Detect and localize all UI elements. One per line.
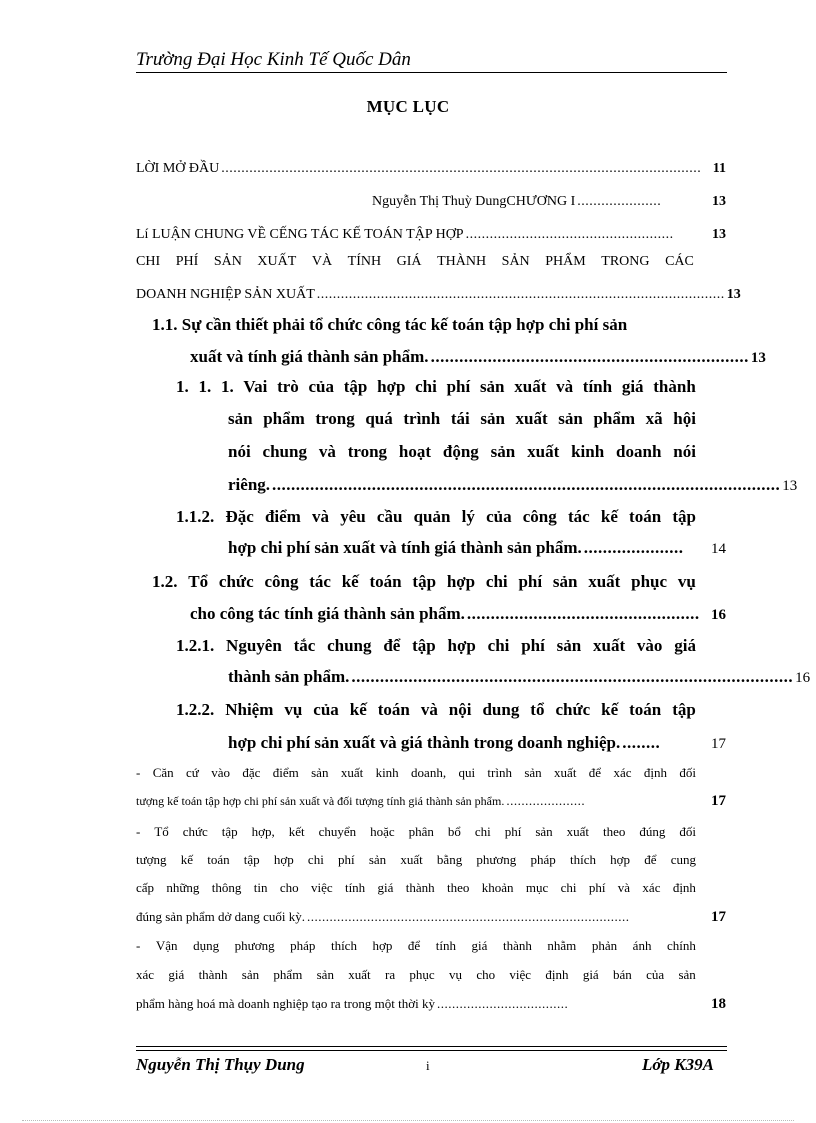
toc-word: 1.2. [152, 572, 178, 591]
toc-word: tái [450, 409, 470, 428]
toc-word: nói [228, 442, 251, 461]
toc-word: phẩm [263, 409, 305, 428]
toc-word: tập [221, 824, 238, 839]
toc-entry-dash-2[interactable] [136, 824, 696, 840]
toc-word: cho [476, 967, 496, 982]
toc-word: xuất [348, 967, 371, 982]
toc-word: - [136, 824, 141, 839]
toc-word: xuất [554, 765, 577, 780]
toc-word: công [522, 507, 557, 526]
toc-word: xác [613, 765, 632, 780]
toc-word: toán [369, 572, 402, 591]
toc-word: quản [413, 507, 451, 526]
school-header: Trường Đại Học Kinh Tế Quốc Dân [136, 49, 411, 70]
toc-word: phân [408, 824, 434, 839]
toc-word: bằng [436, 852, 463, 867]
toc-word: tác [567, 507, 590, 526]
toc-word: 1.1.2. [176, 507, 215, 526]
toc-word: định [545, 967, 569, 982]
toc-word: kế [601, 700, 619, 719]
toc-entry-dash-2-l3[interactable] [136, 880, 696, 896]
toc-word: giá [674, 636, 696, 655]
page-title: MỤC LỤC [366, 97, 450, 116]
toc-word: đối [679, 824, 696, 839]
toc-word: trình [403, 409, 441, 428]
toc-word: điểm [264, 507, 301, 526]
toc-word: sản [228, 409, 253, 428]
toc-word: của [313, 700, 339, 719]
toc-entry-li-luan-chung[interactable]: Lí LUẬN CHUNG VỀ CẾNG TÁC KẾ TOÁN TẬP HỢP .................................................... 13 [136, 227, 726, 242]
toc-word: và [312, 507, 330, 526]
toc-entry-loi-mo-dau[interactable]: LỜI MỞ ĐẦU ........................................................................................................................ 11 [136, 161, 726, 176]
toc-entry-chi-phi-sx-line1[interactable] [136, 254, 694, 270]
toc-word: theo [602, 824, 626, 839]
toc-entry-dash-1[interactable] [136, 765, 696, 781]
toc-entry-dash-2-cont[interactable]: đúng sản phẩm dở dang cuối kỳ. ...................................................................................... 17 [136, 909, 726, 925]
toc-word: cấp [136, 880, 155, 895]
toc-entry-1-2-1[interactable] [176, 636, 696, 656]
toc-word: việc [509, 967, 532, 982]
toc-word: Đặc [225, 507, 254, 526]
toc-word: cung [670, 852, 696, 867]
toc-word: Tổ [188, 572, 209, 591]
toc-word: kế [341, 572, 359, 591]
toc-word: doanh, [411, 765, 447, 780]
toc-word: phẩm [273, 967, 303, 982]
toc-word: việc [310, 880, 333, 895]
footer-class: Lớp K39A [642, 1055, 714, 1074]
toc-word: ánh [632, 938, 652, 953]
toc-word: thành [502, 938, 532, 953]
toc-word: GIÁ [396, 254, 422, 269]
toc-word: hoặc [370, 824, 395, 839]
toc-word: cho [279, 880, 299, 895]
toc-word: sản [490, 442, 516, 461]
toc-word: xuất [527, 442, 560, 461]
toc-word: thành [653, 377, 696, 396]
toc-word: trong [315, 409, 355, 428]
toc-word: THÀNH [437, 254, 487, 269]
toc-word: ra [384, 967, 396, 982]
toc-word: để [407, 938, 421, 953]
toc-word: chức [555, 700, 591, 719]
toc-word: chuyển [318, 824, 357, 839]
toc-word: để [644, 852, 657, 867]
toc-word: tổ [530, 700, 545, 719]
toc-word: thích [330, 938, 357, 953]
toc-word: trong [347, 442, 388, 461]
toc-word: TRONG [601, 254, 650, 269]
toc-word: những [166, 880, 200, 895]
toc-word: hợp [446, 572, 476, 591]
toc-word: Nhiệm [225, 700, 274, 719]
toc-word: sản [316, 967, 334, 982]
toc-word: chính [667, 938, 696, 953]
toc-word: qui [458, 765, 476, 780]
toc-word: và [556, 377, 574, 396]
toc-word: hội [673, 409, 696, 428]
toc-word: khoản [481, 880, 514, 895]
toc-word: vụ [284, 700, 303, 719]
toc-word: giá [582, 967, 599, 982]
toc-word: - [136, 765, 141, 780]
toc-word: Căn [152, 765, 174, 780]
toc-word: xác [136, 967, 155, 982]
toc-word: phục [409, 967, 435, 982]
toc-word: kinh [375, 765, 399, 780]
toc-word: PHẨM [545, 254, 586, 269]
toc-word: phí [446, 377, 471, 396]
toc-word: phương [234, 938, 275, 953]
toc-word: sản [480, 409, 505, 428]
toc-word: chi [307, 852, 324, 867]
toc-word: SẢN [213, 254, 242, 269]
toc-word: giá [471, 938, 488, 953]
toc-word: SẢN [501, 254, 530, 269]
footer-author: Nguyễn Thị Thụy Dung [136, 1055, 305, 1074]
toc-entry-chuong-1[interactable]: Nguyễn Thị Thuỳ DungCHƯƠNG I ..................... 13 [372, 194, 726, 209]
toc-entry-1-2-2[interactable] [176, 700, 696, 720]
toc-word: xuất [514, 377, 547, 396]
toc-word: sản [558, 409, 583, 428]
toc-word: giá [377, 880, 394, 895]
toc-word: kế [180, 852, 194, 867]
toc-word: phục [631, 572, 668, 591]
toc-word: xã [645, 409, 663, 428]
toc-word: hoạt [398, 442, 432, 461]
toc-word: tính [582, 377, 613, 396]
toc-word: doanh [616, 442, 662, 461]
toc-word: xác [642, 880, 661, 895]
page-bottom-edge [22, 1120, 794, 1121]
toc-word: và [318, 442, 336, 461]
toc-word: đúng [639, 824, 666, 839]
toc-word: phí [338, 852, 355, 867]
toc-word: yêu [340, 507, 366, 526]
toc-word: đặc [242, 765, 261, 780]
toc-word: chi [560, 880, 577, 895]
toc-word: chức [182, 824, 208, 839]
toc-word: toán [377, 700, 410, 719]
toc-word: tác [309, 572, 331, 591]
toc-word: xuất [340, 765, 364, 780]
toc-word: bán [613, 967, 632, 982]
footer-rule-top [136, 1046, 727, 1047]
toc-entry-1-1-2[interactable] [176, 507, 696, 527]
toc-word: hợp [610, 852, 631, 867]
toc-word: trình [487, 765, 512, 780]
toc-word: TÍNH [347, 254, 382, 269]
toc-word: dung [482, 700, 520, 719]
toc-word: 1. [220, 377, 234, 396]
toc-entry-1-1-1-l3[interactable] [228, 442, 696, 462]
toc-word: tập [672, 700, 696, 719]
toc-word: lý [461, 507, 475, 526]
toc-word: hợp, [251, 824, 275, 839]
toc-entry-dash-1-cont[interactable]: tượng kế toán tập hợp chi phí sản xuất và đối tượng tính giá thành sản phẩm. ..................... 17 [136, 793, 726, 809]
toc-word: vào [636, 636, 663, 655]
toc-word: giá [621, 377, 644, 396]
toc-word: tập [672, 507, 696, 526]
toc-entry-dash-3-l2[interactable] [136, 967, 696, 983]
footer-page-number: i [426, 1058, 430, 1073]
toc-word: toán [629, 700, 662, 719]
toc-word: động [442, 442, 479, 461]
toc-word: định [643, 765, 667, 780]
toc-word: hợp [377, 377, 406, 396]
toc-word: - [136, 938, 141, 953]
toc-word: Nguyên [226, 636, 282, 655]
toc-word: thành [405, 880, 435, 895]
toc-word: tính [344, 880, 366, 895]
toc-word: thành [198, 967, 228, 982]
toc-word: theo [447, 880, 470, 895]
toc-word: toán [207, 852, 230, 867]
toc-word: sản [678, 967, 696, 982]
toc-entry-1-1-2-cont[interactable]: hợp chi phí sản xuất và tính giá thành sản phẩm. ..................... 14 [228, 538, 726, 557]
toc-word: vụ [677, 572, 696, 591]
toc-word: tập [412, 572, 437, 591]
toc-entry-1-2[interactable] [152, 572, 696, 592]
toc-entry-1-2-cont[interactable]: cho công tác tính giá thành sản phẩm. ................................................. 16 [190, 604, 726, 623]
toc-word: của [486, 507, 512, 526]
toc-entry-1-1[interactable]: 1.1. Sự cần thiết phải tổ chức công tác kế toán tập hợp chi phí sản [152, 315, 628, 334]
toc-entry-doanh-nghiep-sx[interactable]: DOANH NGHIỆP SẢN XUẤT ...................................................................................................... 13 [136, 287, 741, 302]
toc-word: vụ [449, 967, 462, 982]
toc-word: tập [343, 377, 368, 396]
toc-word: phẩm [593, 409, 636, 428]
toc-word: chức [218, 572, 254, 591]
toc-entry-dash-2-l2[interactable] [136, 852, 696, 868]
toc-word: chung [262, 442, 307, 461]
toc-word: mục [525, 880, 549, 895]
toc-word: hợp [273, 852, 294, 867]
toc-entry-dash-3-cont[interactable]: phẩm hàng hoá mà doanh nghiệp tạo ra trong một thời kỳ ................................... 18 [136, 996, 726, 1012]
toc-word: phí [588, 880, 606, 895]
toc-word: xuất [515, 409, 548, 428]
toc-word: kết [288, 824, 305, 839]
toc-word: tượng [136, 852, 167, 867]
toc-word: sản [368, 852, 387, 867]
toc-word: và [420, 700, 438, 719]
toc-word: 1.2.2. [176, 700, 215, 719]
toc-word: nói [673, 442, 696, 461]
toc-word: sản [535, 824, 553, 839]
toc-word: hợp [372, 938, 393, 953]
toc-word: công [264, 572, 299, 591]
toc-word: của [646, 967, 665, 982]
toc-word: xuất [566, 824, 590, 839]
toc-word: phí [518, 572, 543, 591]
toc-word: VÀ [311, 254, 333, 269]
toc-word: chi [485, 572, 508, 591]
toc-word: chi [487, 636, 510, 655]
toc-word: 1.2.1. [176, 636, 215, 655]
toc-word: Vai [243, 377, 268, 396]
toc-word: xuất [588, 572, 621, 591]
toc-word: tắc [293, 636, 316, 655]
toc-word: sản [524, 765, 542, 780]
toc-word: trò [277, 377, 299, 396]
toc-word: phản [591, 938, 618, 953]
toc-word: bổ [447, 824, 461, 839]
toc-entry-1-1-1[interactable] [176, 377, 696, 397]
toc-word: chung [327, 636, 372, 655]
toc-word: Tổ [154, 824, 169, 839]
toc-word: tập [243, 852, 260, 867]
toc-word: phí [504, 824, 522, 839]
toc-entry-1-1-1-cont[interactable]: riêng. ........................................................................................................... 13 [228, 475, 798, 494]
toc-word: quá [365, 409, 393, 428]
toc-word: của [308, 377, 335, 396]
toc-word: điểm [272, 765, 299, 780]
header-rule [136, 72, 727, 73]
toc-word: 1. [176, 377, 189, 396]
toc-word: để [588, 765, 602, 780]
toc-word: CÁC [665, 254, 694, 269]
toc-word: thích [569, 852, 596, 867]
toc-word: xuất [400, 852, 423, 867]
footer-rule-bottom [136, 1050, 727, 1051]
toc-word: vào [211, 765, 230, 780]
toc-word: sản [241, 967, 260, 982]
toc-entry-dash-3[interactable] [136, 938, 696, 954]
toc-word: đối [679, 765, 696, 780]
toc-word: sản [479, 377, 505, 396]
toc-word: chi [415, 377, 437, 396]
toc-word: cầu [376, 507, 403, 526]
toc-word: định [672, 880, 696, 895]
toc-word: toán [629, 507, 662, 526]
toc-word: XUẤT [257, 254, 297, 269]
toc-word: thông [211, 880, 242, 895]
toc-word: Vận [155, 938, 178, 953]
toc-word: nội [448, 700, 472, 719]
toc-word: hợp [447, 636, 476, 655]
toc-word: xuất [593, 636, 626, 655]
toc-word: CHI [136, 254, 161, 269]
toc-word: pháp [290, 938, 316, 953]
toc-word: kinh [571, 442, 605, 461]
toc-word: cứ [186, 765, 199, 780]
toc-word: giá [168, 967, 185, 982]
toc-word: và [617, 880, 631, 895]
toc-entry-1-1-1-l2[interactable] [228, 409, 696, 429]
toc-word: sản [552, 572, 578, 591]
toc-entry-1-2-2-cont[interactable]: hợp chi phí sản xuất và giá thành trong doanh nghiệp. ........ 17 [228, 733, 726, 752]
toc-word: phí [521, 636, 545, 655]
toc-entry-1-2-1-cont[interactable]: thành sản phẩm. ............................................................................................. 16 [228, 667, 811, 686]
toc-word: tính [435, 938, 456, 953]
toc-word: kế [600, 507, 618, 526]
toc-word: PHÍ [175, 254, 199, 269]
toc-word: kế [349, 700, 367, 719]
toc-word: 1. [198, 377, 212, 396]
toc-word: nhằm [547, 938, 577, 953]
toc-word: sản [556, 636, 582, 655]
toc-entry-1-1-cont[interactable]: xuất và tính giá thành sản phẩm. ................................................................... 13 [190, 347, 766, 366]
toc-word: pháp [530, 852, 556, 867]
toc-word: chi [474, 824, 491, 839]
toc-word: phương [476, 852, 517, 867]
toc-word: sản [311, 765, 329, 780]
toc-word: tin [253, 880, 268, 895]
toc-word: tập [412, 636, 436, 655]
toc-word: dụng [193, 938, 220, 953]
toc-word: để [383, 636, 401, 655]
